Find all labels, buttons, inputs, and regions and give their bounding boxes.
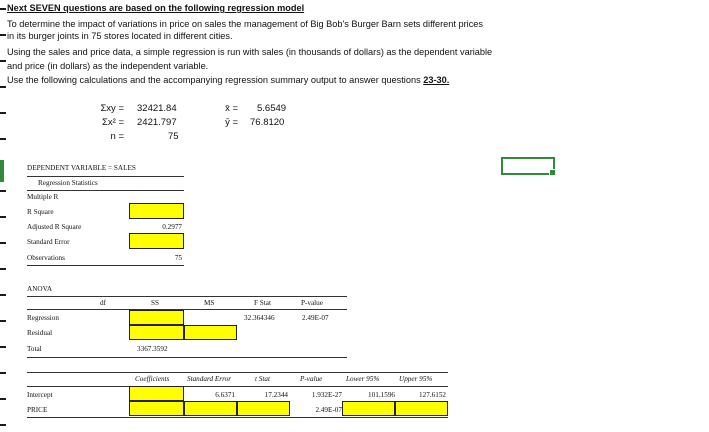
price-p-value: 2.49E-07 [315, 406, 342, 414]
question-heading: Next SEVEN questions are based on the following regression model [7, 3, 305, 13]
adjusted-r-square-label: Adjusted R Square [27, 223, 82, 231]
intercept-lower-95: 101.1596 [368, 391, 395, 399]
sum-xy-value: 32421.84 [137, 103, 177, 114]
table-rule [27, 265, 184, 266]
coef-header-upper: Upper 95% [399, 375, 433, 383]
question-range: 23-30. [423, 75, 450, 85]
gutter-mark [0, 398, 6, 400]
coef-header-p-value: P-value [300, 375, 323, 383]
residual-ss-answer-cell[interactable] [129, 325, 184, 340]
dependent-variable: DEPENDENT VARIABLE = SALES [27, 164, 136, 172]
gutter-mark [0, 268, 6, 270]
gutter-mark [0, 112, 6, 114]
anova-header-pvalue: P-value [301, 299, 323, 307]
x-mean-label: x̄ = [225, 103, 238, 114]
residual-ms-answer-cell[interactable] [184, 325, 237, 340]
gutter-mark [0, 86, 6, 88]
sum-xy-label: Σxy = [100, 103, 124, 114]
table-rule [27, 309, 347, 310]
regression-f-stat: 32.364346 [244, 314, 275, 322]
gutter-mark [0, 320, 6, 322]
n-label: n = [110, 131, 124, 142]
price-lower-95-answer-cell[interactable] [342, 401, 395, 416]
coef-header-std-error: Standard Error [187, 375, 231, 383]
adjusted-r-square-value: 0.2977 [162, 223, 182, 231]
gutter-mark [0, 242, 6, 244]
intercept-coefficient-answer-cell[interactable] [129, 386, 184, 401]
y-mean-value: 76.8120 [250, 117, 285, 128]
intro-line: in its burger joints in 75 stores located in different cities. [7, 31, 233, 41]
coef-header-lower: Lower 95% [346, 375, 380, 383]
table-rule [27, 176, 184, 177]
price-upper-95-answer-cell[interactable] [395, 401, 448, 416]
anova-header-df: df [100, 299, 106, 307]
gutter-mark [0, 34, 6, 36]
r-square-answer-cell[interactable] [129, 203, 184, 219]
total-ss-value: 3367.3592 [137, 345, 168, 353]
anova-row-regression: Regression [27, 314, 59, 322]
fill-handle[interactable] [549, 169, 556, 176]
gutter-mark [0, 60, 6, 62]
intro-line [7, 74, 449, 87]
selected-row-marker [0, 160, 4, 182]
gutter-mark [0, 424, 6, 426]
intercept-upper-95: 127.6152 [419, 391, 446, 399]
observations-value: 75 [174, 254, 182, 262]
row-gutter [0, 0, 6, 432]
n-value: 75 [168, 131, 179, 142]
active-cell-selection[interactable] [501, 157, 555, 175]
table-rule [27, 417, 448, 418]
gutter-mark [0, 138, 6, 140]
anova-header-ms: MS [204, 299, 215, 307]
intro-line: To determine the impact of variations in price on sales the management of Big Bob's Burger Barn sets different prices [7, 19, 484, 29]
standard-error-answer-cell[interactable] [129, 233, 184, 249]
regression-ss-answer-cell[interactable] [129, 310, 184, 325]
table-rule [27, 386, 448, 387]
gutter-mark [0, 216, 6, 218]
intercept-std-error: 6.6371 [215, 391, 235, 399]
price-std-error-answer-cell[interactable] [184, 401, 237, 416]
intro-line: Using the sales and price data, a simple regression is run with sales (in thousands of dollars) as the dependent variable [7, 47, 493, 57]
regression-statistics-title: Regression Statistics [38, 179, 98, 187]
gutter-mark [0, 190, 6, 192]
coef-header-t-stat: t Stat [255, 375, 270, 383]
table-rule [27, 296, 347, 297]
coef-row-price: PRICE [27, 406, 48, 414]
gutter-mark [0, 346, 6, 348]
coef-row-intercept: Intercept [27, 391, 53, 399]
gutter-mark [0, 372, 6, 374]
x-mean-value: 5.6549 [257, 103, 287, 114]
table-rule [27, 357, 347, 358]
multiple-r-label: Multiple R [27, 193, 59, 201]
coef-header-coefficients: Coefficients [135, 375, 170, 383]
sum-x2-value: 2421.797 [137, 117, 177, 128]
observations-label: Observations [27, 254, 65, 262]
anova-header-ss: SS [151, 299, 159, 307]
gutter-mark [0, 8, 6, 10]
intro-line: and price (in dollars) as the independent variable. [7, 61, 209, 71]
intercept-p-value: 1.932E-27 [311, 391, 342, 399]
anova-title: ANOVA [27, 285, 53, 293]
price-t-stat-answer-cell[interactable] [237, 401, 290, 416]
anova-header-fstat: F Stat [254, 299, 271, 307]
regression-p-value: 2.49E-07 [302, 314, 329, 322]
y-mean-label: ȳ = [225, 117, 238, 128]
anova-row-total: Total [27, 345, 42, 353]
intro-line-text: Use the following calculations and the accompanying regression summary output to answer questions [7, 75, 424, 85]
table-rule [27, 190, 184, 191]
sum-x2-label: Σx² = [102, 117, 124, 128]
intercept-t-stat: 17.2344 [264, 391, 288, 399]
r-square-label: R Square [27, 208, 54, 216]
anova-row-residual: Residual [27, 329, 53, 337]
gutter-mark [0, 294, 6, 296]
standard-error-label: Standard Error [27, 238, 70, 246]
price-coefficient-answer-cell[interactable] [129, 401, 184, 416]
table-rule [27, 372, 448, 373]
